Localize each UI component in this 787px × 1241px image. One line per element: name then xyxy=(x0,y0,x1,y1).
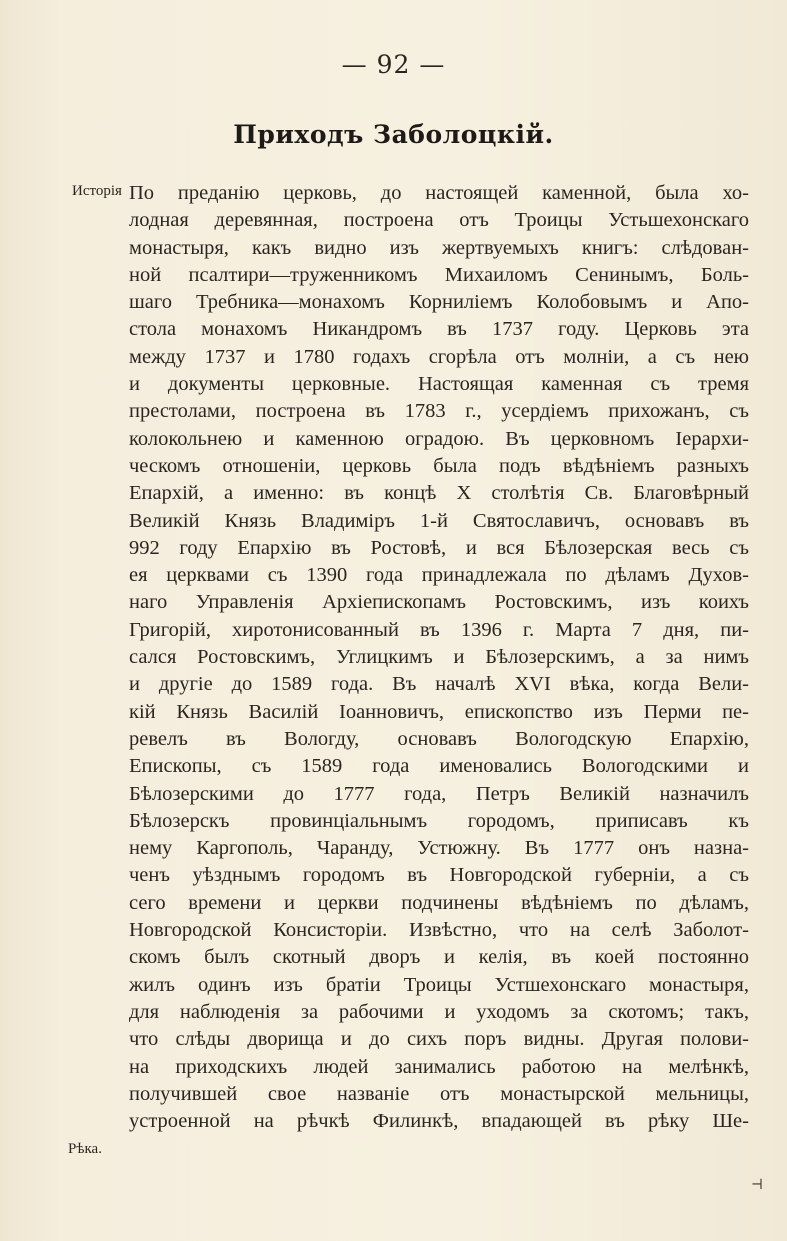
text-line: Новгородской Консисторіи. Извѣстно, что на селѣ Заболот- xyxy=(129,919,749,942)
text-line: Бѣлозерскъ провинціальнымъ городомъ, приписавъ къ xyxy=(129,809,749,832)
text-line: наго Управленія Архіепископамъ Ростовскимъ, изъ коихъ xyxy=(129,591,749,614)
text-line: шаго Требника—монахомъ Корниліемъ Колобовымъ и Апо- xyxy=(129,291,749,314)
text-line: Великій Князь Владиміръ 1-й Святославичъ, основавъ въ xyxy=(129,509,749,532)
text-line: нему Каргополь, Чаранду, Устюжну. Въ 1777 онъ назна- xyxy=(129,837,749,860)
text-line: лодная деревянная, построена отъ Троицы Устьшехонскаго xyxy=(129,209,749,232)
text-line: сался Ростовскимъ, Углицкимъ и Бѣлозерскимъ, а за нимъ xyxy=(129,646,749,669)
text-line: По преданію церковь, до настоящей каменной, была хо- xyxy=(129,182,749,204)
text-line: Епархій, а именно: въ концѣ X столѣтія Св. Благовѣрный xyxy=(129,482,749,505)
text-line: для наблюденія за рабочими и уходомъ за скотомъ; такъ, xyxy=(129,1000,749,1023)
text-line: между 1737 и 1780 годахъ сгорѣла отъ молніи, а съ нею xyxy=(129,345,749,368)
text-line: ея церквами съ 1390 года принадлежала по дѣламъ Духов- xyxy=(129,564,749,587)
text-line: сего времени и церкви подчинены вѣдѣніемъ по дѣламъ, xyxy=(129,891,749,914)
text-line: стола монахомъ Никандромъ въ 1737 году. Церковь эта xyxy=(129,318,749,341)
text-line: престолами, построена въ 1783 г., усердіемъ прихожанъ, съ xyxy=(129,400,749,423)
text-line: ченъ уѣзднымъ городомъ въ Новгородской губерніи, а съ xyxy=(129,864,749,887)
margin-note-history: Исторія xyxy=(72,183,122,199)
margin-note-river: Рѣка. xyxy=(68,1141,102,1157)
text-line: жилъ одинъ изъ братіи Троицы Устшехонскаго монастыря, xyxy=(129,973,749,996)
text-line: Бѣлозерскими до 1777 года, Петръ Великій назначилъ xyxy=(129,782,749,805)
text-line: Григорій, хиротонисованный въ 1396 г. Марта 7 дня, пи- xyxy=(129,618,749,641)
text-line: колокольнею и каменною оградою. Въ церковномъ Іерархи- xyxy=(129,427,749,450)
text-line: 992 году Епархію въ Ростовѣ, и вся Бѣлозерская весь съ xyxy=(129,536,749,559)
text-line: ческомъ отношеніи, церковь была подъ вѣдѣніемъ разныхъ xyxy=(129,454,749,477)
text-line: ной псалтири—труженникомъ Михаиломъ Сенинымъ, Боль- xyxy=(129,263,749,286)
text-line: что слѣды дворища и до сихъ поръ видны. Другая полови- xyxy=(129,1028,749,1051)
text-line: устроенной на рѣчкѣ Филинкѣ, впадающей въ рѣку Ше- xyxy=(129,1110,749,1133)
section-heading: Приходъ Заболоцкій. xyxy=(233,120,554,149)
text-line: и документы церковные. Настоящая каменная съ тремя xyxy=(129,373,749,396)
text-line: монастыря, какъ видно изъ жертвуемыхъ книгъ: слѣдован- xyxy=(129,236,749,259)
corner-mark-icon: ⊣ xyxy=(750,1177,763,1193)
text-line: на приходскихъ людей занимались работою на мелѣнкѣ, xyxy=(129,1055,749,1078)
text-line: ревелъ въ Вологду, основавъ Вологодскую Епархію, xyxy=(129,727,749,750)
page-number: — 92 — xyxy=(341,50,446,79)
body-text xyxy=(129,180,749,1135)
text-line: скомъ былъ скотный дворъ и келія, въ коей постоянно xyxy=(129,946,749,969)
text-line: кій Князь Василій Іоанновичъ, епископство изъ Перми пе- xyxy=(129,700,749,723)
text-line: и другіе до 1589 года. Въ началѣ XVI вѣка, когда Вели- xyxy=(129,673,749,696)
text-line: Епископы, съ 1589 года именовались Вологодскими и xyxy=(129,755,749,778)
text-line: получившей свое названіе отъ монастырской мельницы, xyxy=(129,1082,749,1105)
